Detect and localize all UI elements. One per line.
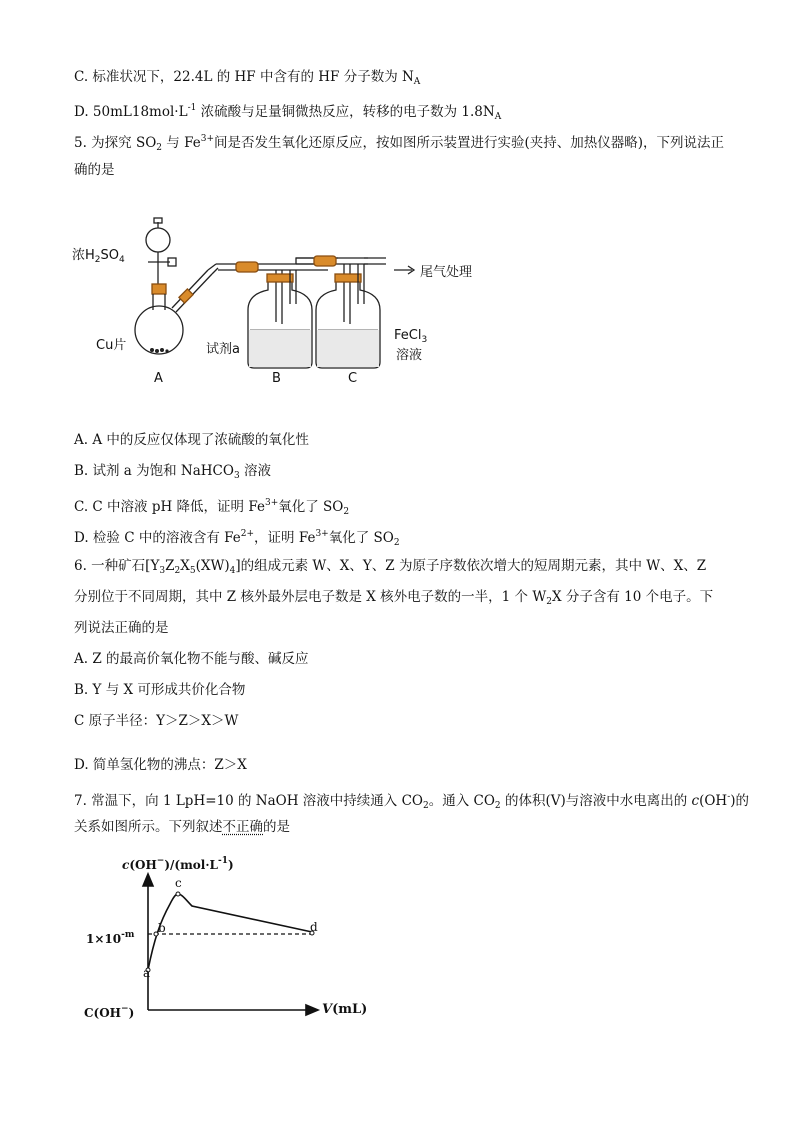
- conc-h2so4-label: 浓$H_2SO_4$: [72, 248, 125, 265]
- q5-option-b: B. 试剂 a 为饱和 NaHCO$_3$ 溶液: [74, 463, 271, 481]
- round-flask: [135, 306, 183, 354]
- q7-stem-line1: 7. 常温下，向 1 LpH=10 的 NaOH 溶液中持续通入 $CO_2$。通入 $CO_2$ 的体积(V)与溶液中水电离出的 c(OH-)的: [74, 792, 750, 811]
- funnel-bulb: [146, 228, 170, 252]
- graph-ref-label: $1\times 10^{-m}$: [86, 930, 135, 946]
- graph-xlabel: V(mL): [322, 1002, 368, 1017]
- graph-point-d-label: d: [310, 920, 318, 934]
- q4-option-c: C. 标准状况下，22.4L 的 HF 中含有的 HF 分子数为 $N_A$: [74, 69, 421, 87]
- q6-stem-line3: 列说法正确的是: [74, 620, 169, 636]
- cu-label: Cu片: [96, 338, 127, 353]
- reagent-a-label: 试剂a: [206, 342, 240, 357]
- label-c: C: [348, 371, 358, 386]
- q5-apparatus-figure: [68, 212, 488, 392]
- apparatus-svg: [68, 212, 488, 392]
- label-b: B: [272, 371, 281, 386]
- curve: [148, 894, 312, 970]
- q6-option-c: C 原子半径：Y＞Z＞X＞W: [74, 713, 239, 729]
- label-a: A: [154, 371, 163, 386]
- solution-label: 溶液: [396, 348, 423, 363]
- graph-point-b-label: b: [158, 921, 166, 935]
- fecl3-label: FeCl$_3$: [394, 328, 428, 345]
- q5-option-c: C. C 中溶液 pH 降低，证明 $Fe^{3+}$氧化了 $SO_2$: [74, 498, 350, 517]
- q6-stem-line1: 6. 一种矿石$[Y_3Z_2X_5(XW)_4]$的组成元素 W、X、Y、Z 为原子序数依次增大的短周期元素，其中 W、X、Z: [74, 558, 707, 576]
- graph-ylabel: $c(OH^-)/(mol\cdot L^{-1})$: [122, 856, 234, 872]
- q6-stem-line2: 分别位于不同周期，其中 Z 核外最外层电子数是 X 核外电子数的一半，1 个 $W_2X$ 分子含有 10 个电子。下: [74, 589, 714, 607]
- q6-option-b: B. Y 与 X 可形成共价化合物: [74, 682, 246, 698]
- graph-bottom-label: C(OH−): [84, 1004, 135, 1020]
- q6-option-a: A. Z 的最高价氧化物不能与酸、碱反应: [74, 651, 309, 667]
- graph-point-a-label: a: [143, 966, 151, 980]
- q7-stem-line2: 关系如图所示。下列叙述不正确的是: [74, 819, 290, 835]
- point-c: [176, 892, 180, 896]
- q6-option-d: D. 简单氢化物的沸点：Z＞X: [74, 757, 247, 773]
- q5-option-d: D. 检验 C 中的溶液含有 $Fe^{2+}$，证明 $Fe^{3+}$氧化了 $SO_2$: [74, 529, 400, 548]
- exhaust-label: 尾气处理: [420, 265, 473, 280]
- x-axis-arrow: [306, 1005, 318, 1015]
- q4-option-d: D. $50mL18mol\cdot L^{-1}$ 浓硫酸与足量铜微热反应，转移的电子数为 $1.8N_A$: [74, 103, 502, 122]
- q5-stem-line2: 确的是: [74, 162, 115, 178]
- q5-stem-line1: 5. 为探究 $SO_2$ 与 $Fe^{3+}$间是否发生氧化还原反应，按如图所示装置进行实验(夹持、加热仪器略)，下列说法正: [74, 134, 725, 153]
- y-axis-arrow: [143, 874, 153, 886]
- graph-point-c-label: c: [175, 876, 182, 890]
- q5-option-a: A. A 中的反应仅体现了浓硫酸的氧化性: [74, 432, 309, 448]
